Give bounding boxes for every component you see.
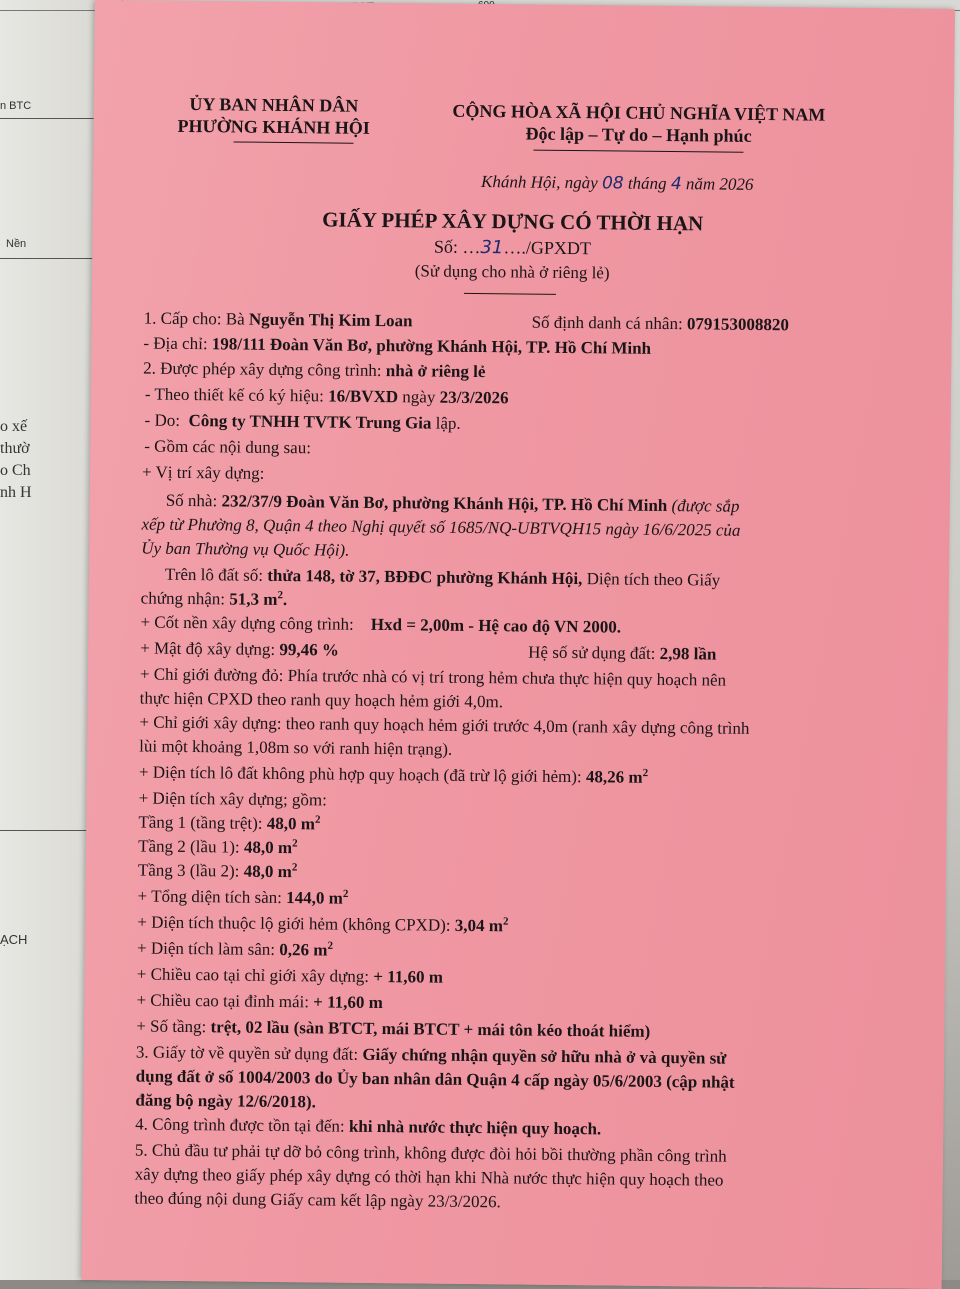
floor-1-value: 48,0 m	[266, 813, 316, 834]
title-underline	[464, 293, 556, 295]
land-use-ratio-value: 2,98 lần	[659, 643, 717, 664]
foundation-level-line	[140, 611, 621, 639]
permit-document	[82, 0, 955, 1289]
owner-obligation: 5. Chủ đầu tư phải tự dỡ bỏ công trình, không được đòi hỏi bồi thường phần công trình	[134, 1140, 727, 1166]
unit-sup: 2	[277, 589, 284, 602]
unit-sup: 2	[314, 813, 321, 826]
unit-sup: 2	[342, 887, 349, 901]
validity-value: khi nhà nước thực hiện quy hoạch.	[348, 1116, 602, 1139]
personal-id-value: 079153008820	[686, 314, 790, 335]
floor-2-line	[138, 834, 298, 859]
motto-underline	[533, 150, 743, 153]
density-line	[140, 637, 339, 662]
unit-sup: 2	[502, 915, 509, 928]
house-number-note-end: Ủy ban Thường vụ Quốc Hội).	[141, 538, 350, 560]
yard-area-label: + Diện tích làm sân:	[136, 938, 276, 959]
land-lot-suffix: Diện tích theo Giấy	[586, 569, 721, 590]
agency-name-line2: PHƯỜNG KHÁNH HỘI	[177, 115, 370, 138]
height-at-boundary-value: + 11,60 m	[373, 966, 444, 987]
land-use-ratio-label: Hệ số sử dụng đất:	[528, 642, 656, 663]
land-documents-value: Giấy chứng nhận quyền sở hữu nhà ở và quyền sử	[362, 1044, 727, 1068]
background-label: n BTC	[0, 100, 32, 112]
land-use-ratio-line	[528, 641, 716, 666]
permitted-work-value: nhà ở riêng lẻ	[385, 361, 486, 382]
floor-1-label: Tầng 1 (tầng trệt):	[138, 812, 263, 833]
height-at-boundary-line	[137, 962, 443, 988]
issue-day: 08	[601, 173, 624, 194]
validity-label: 4. Công trình được tồn tại đến:	[135, 1114, 345, 1136]
location-heading: + Vị trí xây dựng:	[141, 462, 265, 483]
address-label: - Địa chỉ:	[143, 333, 208, 354]
background-label: o xế	[0, 418, 28, 435]
unit-sup: 2	[642, 767, 649, 780]
alley-area-value: 3,04 m	[454, 915, 504, 936]
recipient-name: Nguyễn Thị Kim Loan	[248, 309, 413, 331]
design-code-label: - Theo thiết kế có ký hiệu:	[144, 384, 325, 406]
design-code-value: 16/BVXD	[328, 386, 399, 407]
yard-area-value: 0,26 m	[279, 939, 328, 960]
height-at-boundary-label: + Chiều cao tại chỉ giới xây dựng:	[136, 964, 370, 986]
density-label: + Mật độ xây dựng:	[140, 638, 276, 659]
density-value: 99,46 %	[279, 639, 340, 660]
issue-month: 4	[670, 174, 682, 195]
floor-2-value: 48,0 m	[243, 837, 293, 858]
certified-area-label: chứng nhận:	[140, 588, 226, 609]
land-lot-label: Trên lô đất số:	[164, 564, 264, 585]
background-label: Nền	[6, 238, 27, 250]
certified-area-value: 51,3 m	[229, 589, 278, 609]
construction-boundary: + Chỉ giới xây dựng: theo ranh quy hoạch hẻm giới trước 4,0m (ranh xây dựng công trình	[139, 712, 750, 738]
roof-height-value: + 11,60 m	[313, 992, 384, 1013]
motto: Độc lập – Tự do – Hạnh phúc	[525, 123, 752, 146]
total-floor-area-value: 144,0 m	[286, 888, 343, 908]
floor-1-line	[138, 811, 320, 836]
foundation-level-label: + Cốt nền xây dựng công trình:	[140, 612, 354, 634]
house-number-label: Số nhà:	[165, 490, 218, 511]
agency-underline	[234, 141, 354, 143]
owner-obligation-cont: xây dựng theo giấy phép xây dựng có thời hạn khi Nhà nước thực hiện quy hoạch theo	[134, 1164, 724, 1190]
total-floor-area-label: + Tổng diện tích sàn:	[137, 886, 283, 908]
permit-number-value: 31	[480, 237, 504, 259]
recipient-label: 1. Cấp cho: Bà	[143, 308, 245, 329]
unit-sup: 2	[292, 837, 298, 850]
floor-count-value: trệt, 02 lầu (sàn BTCT, mái BTCT + mái tôn kéo thoát hiểm)	[210, 1017, 651, 1041]
floor-3-value: 48,0 m	[243, 861, 292, 882]
non-compliant-area-value: 48,26 m	[585, 767, 643, 787]
personal-id-line	[532, 311, 790, 337]
document-title: GIẤY PHÉP XÂY DỰNG CÓ THỜI HẠN	[322, 207, 704, 236]
background-label: nh H	[0, 484, 32, 501]
document-subtitle: (Sử dụng cho nhà ở riêng lẻ)	[414, 261, 610, 283]
floor-3-label: Tầng 3 (lầu 2):	[137, 860, 240, 881]
foundation-level-value: Hxd = 2,00m - Hệ cao độ VN 2000.	[370, 614, 622, 637]
red-line-boundary-cont: thực hiện CPXD theo ranh quy hoạch hẻm giới 4,0m.	[139, 688, 504, 712]
permitted-work-line	[143, 357, 486, 384]
roof-height-line	[136, 988, 383, 1014]
owner-obligation-end: theo đúng nội dung Giấy cam kết lập ngày 23/3/2026.	[134, 1188, 501, 1212]
republic-name: CỘNG HÒA XÃ HỘI CHỦ NGHĨA VIỆT NAM	[452, 100, 826, 125]
certified-area-line: chứng nhận: 51,3 $m^2$.	[140, 588, 288, 610]
land-documents-end: đăng bộ ngày 12/6/2018).	[135, 1090, 317, 1112]
floor-count-line	[136, 1014, 650, 1042]
non-compliant-area-label: + Diện tích lô đất không phù hợp quy hoạch (đã trừ lộ giới hẻm):	[138, 762, 582, 787]
red-line-boundary: + Chỉ giới đường đỏ: Phía trước nhà có vị trí trong hẻm chưa thực hiện quy hoạch nên	[139, 664, 727, 690]
unit-sup: 2	[291, 861, 298, 874]
issue-month-label: tháng	[627, 173, 667, 193]
personal-id-label: Số định danh cá nhân:	[531, 312, 683, 334]
land-lot-value: thửa 148, tờ 37, BĐĐC phường Khánh Hội,	[267, 565, 583, 589]
alley-area-line	[137, 910, 508, 937]
address-value: 198/111 Đoàn Văn Bơ, phường Khánh Hội, TP. Hồ Chí Minh	[211, 334, 652, 358]
floor-3-line	[138, 858, 298, 883]
designer-line	[144, 409, 460, 435]
roof-height-label: + Chiều cao tại đỉnh mái:	[136, 990, 310, 1012]
non-compliant-area-line	[139, 761, 648, 789]
validity-line	[135, 1112, 601, 1140]
land-documents-cont: dụng đất ở số 1004/2003 do Ủy ban nhân dân Quận 4 cấp ngày 05/6/2003 (cập nhật	[135, 1066, 735, 1092]
permitted-work-label: 2. Được phép xây dựng công trình:	[143, 358, 382, 381]
background-label: ẠCH	[0, 932, 28, 947]
background-label: o Ch	[0, 462, 31, 479]
issue-date	[481, 170, 754, 197]
alley-area-label: + Diện tích thuộc lộ giới hẻm (không CPXD):	[137, 912, 451, 935]
design-code-line	[145, 383, 509, 410]
house-number-note: (được sắp	[671, 496, 740, 516]
design-date-value: 23/3/2026	[439, 387, 509, 408]
recipient-line	[144, 307, 413, 333]
permit-number-suffix: …./GPXDT	[503, 237, 592, 259]
construction-boundary-cont: lùi một khoảng 1,08m so với ranh hiện trạng).	[139, 736, 453, 759]
yard-area-line	[137, 936, 333, 961]
address-line	[143, 332, 651, 360]
land-documents-label: 3. Giấy tờ về quyền sử dụng đất:	[135, 1042, 359, 1064]
building-area-heading: + Diện tích xây dựng; gồm:	[138, 788, 328, 810]
house-number-note-cont: xếp từ Phường 8, Quận 4 theo Nghị quyết số 1685/NQ-UBTVQH15 ngày 16/6/2025 của	[141, 514, 741, 540]
house-number-value: 232/37/9 Đoàn Văn Bơ, phường Khánh Hội, TP. Hồ Chí Minh	[221, 491, 668, 516]
total-floor-area-line	[137, 884, 348, 909]
permit-number-prefix: Số: …	[433, 236, 481, 258]
designer-suffix: lập.	[435, 413, 461, 433]
contents-heading: - Gồm các nội dung sau:	[144, 436, 312, 458]
agency-name-line1: ỦY BAN NHÂN DÂN	[189, 93, 359, 116]
floor-2-label: Tầng 2 (lầu 1):	[138, 836, 240, 857]
issue-date-prefix: Khánh Hội, ngày	[481, 172, 598, 193]
designer-value: Công ty TNHH TVTK Trung Gia	[188, 411, 432, 433]
design-date-label: ngày	[402, 387, 436, 407]
floor-count-label: + Số tầng:	[136, 1016, 207, 1037]
background-label: thườ	[0, 440, 30, 457]
unit-sup: 2	[327, 939, 334, 952]
issue-year: năm 2026	[685, 174, 754, 194]
designer-label: - Do:	[144, 410, 181, 430]
